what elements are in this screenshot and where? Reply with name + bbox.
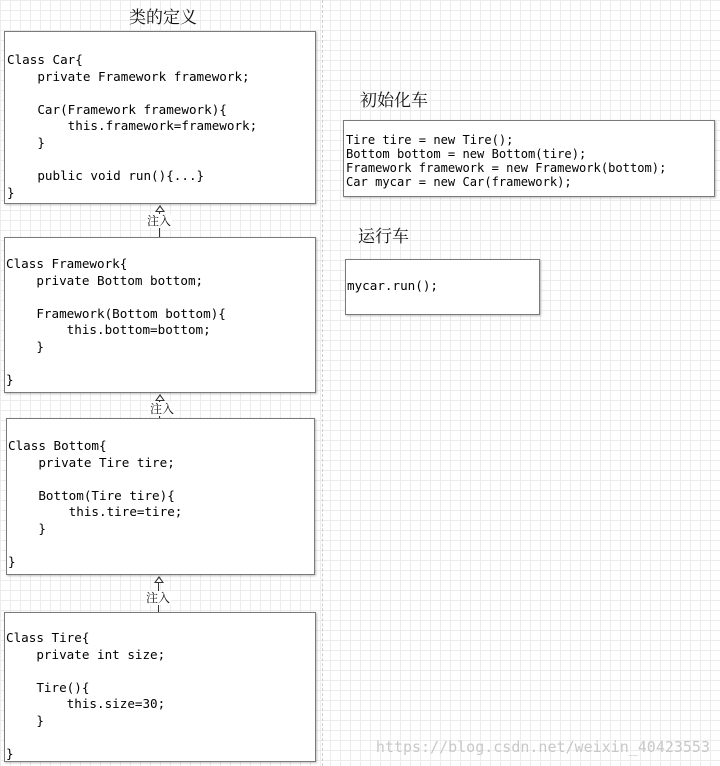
code-line: } [6,338,44,354]
code-line: private Framework framework; [7,68,250,84]
arrowhead-icon [155,205,165,212]
framework-class-code [5,238,315,389]
code-line: private Tire tire; [8,454,175,470]
inject-label: 注入 [150,402,175,416]
code-line [6,356,315,373]
code-line: this.bottom=bottom; [6,322,211,338]
run-car-box [345,259,540,315]
code-line: Bottom(Tire tire){ [8,487,175,503]
code-line: } [7,134,45,150]
code-line: Class Car{ [7,52,83,67]
arrowhead-icon [154,576,164,583]
code-line: Framework(Bottom bottom){ [6,305,226,321]
code-line: } [6,746,14,762]
code-line: Car(Framework framework){ [7,101,227,117]
code-line [6,663,315,680]
framework-class-box [4,237,316,393]
code-line: mycar.run(); [347,278,438,293]
code-line: Tire tire = new Tire(); [346,133,514,147]
run-car-title: 运行车 [358,227,409,247]
init-car-box [343,120,715,197]
code-line [6,730,315,747]
watermark: https://blog.csdn.net/weixin_40423553 [375,738,710,756]
car-class-box [4,31,316,204]
code-line: } [6,372,14,388]
code-line: } [8,554,16,570]
tire-class-code [5,613,315,762]
code-line [7,152,315,169]
code-line: public void run(){...} [7,168,205,184]
car-class-code [5,32,315,201]
inject-label: 注入 [146,591,171,605]
class-definition-title: 类的定义 [129,8,197,28]
code-line: this.size=30; [6,696,166,712]
code-line: Car mycar = new Car(framework); [346,175,572,189]
tire-class-box [4,612,316,762]
code-line: Bottom bottom = new Bottom(tire); [346,147,587,161]
bottom-class-box [6,418,315,575]
code-line [7,85,315,102]
bottom-class-code [7,419,314,571]
inject-label: 注入 [147,214,172,228]
code-line: } [8,520,46,536]
code-line: Class Framework{ [6,256,128,271]
code-line [6,289,315,306]
code-line: this.framework=framework; [7,118,258,134]
code-line: Tire(){ [6,679,90,695]
run-car-code [346,260,539,295]
code-line: } [7,184,15,200]
arrowhead-icon [155,394,165,401]
code-line: } [6,712,44,728]
code-line [8,471,314,488]
code-line: private int size; [6,646,166,662]
init-car-code [344,121,714,189]
code-line: Framework framework = new Framework(bottom); [346,161,667,175]
code-line: Class Tire{ [6,630,90,645]
init-car-title: 初始化车 [360,91,428,111]
code-line [8,538,314,555]
code-line: Class Bottom{ [8,438,107,453]
code-line: this.tire=tire; [8,504,183,520]
column-divider [322,0,323,766]
code-line: private Bottom bottom; [6,272,204,288]
